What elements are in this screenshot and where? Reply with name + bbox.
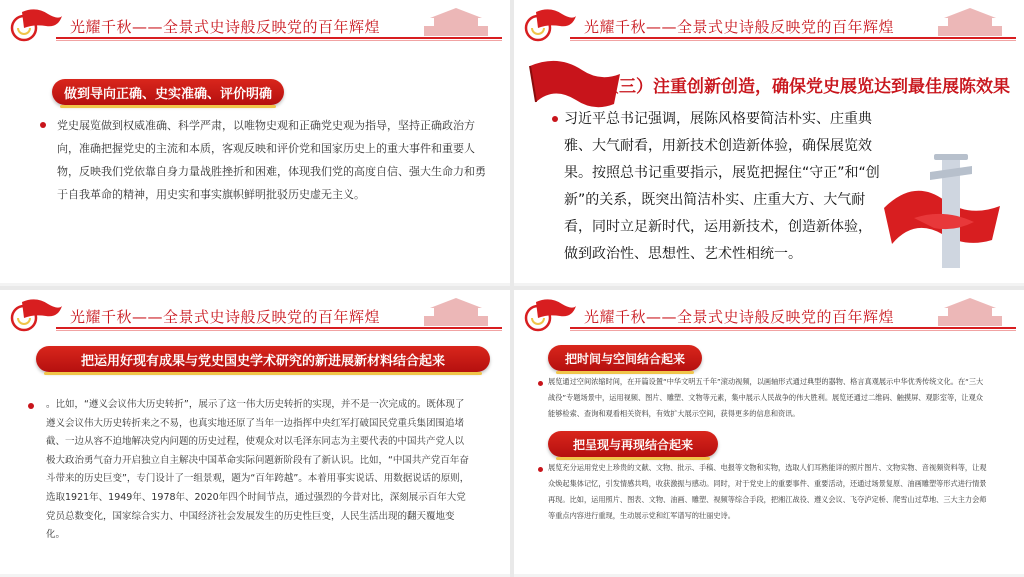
bullet-icon <box>552 116 558 122</box>
bullet-icon <box>538 381 543 386</box>
body-paragraph-time-space: 展览通过空间浓缩时间，在开篇设置“中华文明五千年”滚动视频，以画轴形式通过典型的器物、格言真观展示中华优秀传统文化。在“三大战役”专题场景中，运用视频、图片、雕塑、文物等元素，集中展示人民战争的伟大胜利。展览还通过二维码、触摸屏、观影室等，让观众能够检索、查询和观看相关资料，有效扩大展示空间，获得更多的信息和资讯。 <box>548 377 984 418</box>
slide-3[interactable] <box>0 290 510 577</box>
slide-4[interactable] <box>514 290 1024 577</box>
bullet-icon <box>40 122 46 128</box>
header-title: 光耀千秋——全景式史诗般反映党的百年辉煌 <box>584 308 895 326</box>
slide-1[interactable] <box>0 0 510 286</box>
tiananmen-decoration-icon <box>934 4 1006 38</box>
huabiao-pillar-with-ribbon-icon <box>874 148 1004 268</box>
section-heading-ribbon: 做到导向正确、史实准确、评价明确 <box>52 79 284 105</box>
body-paragraph: 习近平总书记强调，展陈风格要简洁朴实、庄重典雅、大气耐看，用新技术创造新体验，确保展览效果。按照总书记重要指示，展览把握住“守正”和“创新”的关系，既突出简洁朴实、庄重大方、大气耐看，同时立足新时代，运用新技术，创造新体验，做到政治性、思想性、艺术性相统一。 <box>564 111 880 262</box>
tiananmen-decoration-icon <box>420 4 492 38</box>
header-rule-thin <box>570 40 1016 41</box>
header-title: 光耀千秋——全景式史诗般反映党的百年辉煌 <box>70 308 381 326</box>
header-title: 光耀千秋——全景式史诗般反映党的百年辉煌 <box>70 18 381 36</box>
header-rule <box>570 37 1016 39</box>
slide-2[interactable] <box>514 0 1024 286</box>
section-heading-ribbon-time-space: 把时间与空间结合起来 <box>548 345 702 371</box>
header-rule-thin <box>56 330 502 331</box>
body-paragraph: 。比如，“遵义会议伟大历史转折”，展示了这一伟大历史转折的实现，并不是一次完成的。既体现了遵义会议伟大历史转折来之不易，也真实地还原了当年一边指挥中央红军打破国民党重兵集团围追堵截、一边从容不迫地解决党内问题的历史过程，使观众对以毛泽东同志为主要代表的中国共产党人以极大政治勇气奋力开启独立自主解决中国革命实际问题新阶段有了新认识。比如，“中国共产党百年奋斗带来的历史巨变”，专门设计了一组景观，题为“百年跨越”。本着用事实说话、用数据说话的原则，选取1921年、1949年、1978年、2020年四个时间节点，通过强烈的今昔对比，深刻展示百年大党党员总数变化，国家综合实力、中国经济社会发展发生的历史性巨变，人民生活出现的翻天覆地变化。 <box>46 399 470 541</box>
bullet-icon <box>538 467 543 472</box>
header-rule <box>56 327 502 329</box>
header-rule <box>570 327 1016 329</box>
slide-bottom-bar <box>514 283 1024 286</box>
header-rule-thin <box>570 330 1016 331</box>
slide-bottom-bar <box>0 283 510 286</box>
header-rule <box>56 37 502 39</box>
body-paragraph-present-reproduce: 展览充分运用党史上珍贵的文献、文物、批示、手稿、电报等文物和实物，选取人们耳熟能详的照片图片、文物实物、音视频资料等，让观众焕起集体记忆，引发情感共鸣，收获激振与感动。同时，对于党史上的重要事件、重要活动，还通过场景复原、油画雕塑等形式进行情景再现。比如，运用照片、图表、文物、油画、雕塑、视频等综合手段，把湘江战役、遵义会议、飞夺泸定桥、爬雪山过草地、三大主力会师等重点内容进行重现，生动展示党和红军谱写的壮丽史诗。 <box>548 463 987 520</box>
header-rule-thin <box>56 40 502 41</box>
section-headline: （三）注重创新创造，确保党史展览达到最佳展陈效果 <box>602 77 1010 97</box>
body-paragraph: 党史展览做到权威准确、科学严肃，以唯物史观和正确党史观为指导，坚持正确政治方向，准确把握党史的主流和本质，客观反映和评价党和国家历史上的重大事件和重要人物，反映我们党依靠自身力量战胜挫折和困难，体现我们党的高度自信、强大生命力和勇于自我革命的精神，用史实和事实旗帜鲜明批驳历史虚无主义。 <box>57 119 486 201</box>
bullet-icon <box>28 403 34 409</box>
tiananmen-decoration-icon <box>420 294 492 328</box>
header-title: 光耀千秋——全景式史诗般反映党的百年辉煌 <box>584 18 895 36</box>
tiananmen-decoration-icon <box>934 294 1006 328</box>
section-heading-ribbon: 把运用好现有成果与党史国史学术研究的新进展新材料结合起来 <box>36 346 490 372</box>
section-heading-ribbon-present-reproduce: 把呈现与再现结合起来 <box>548 431 718 457</box>
